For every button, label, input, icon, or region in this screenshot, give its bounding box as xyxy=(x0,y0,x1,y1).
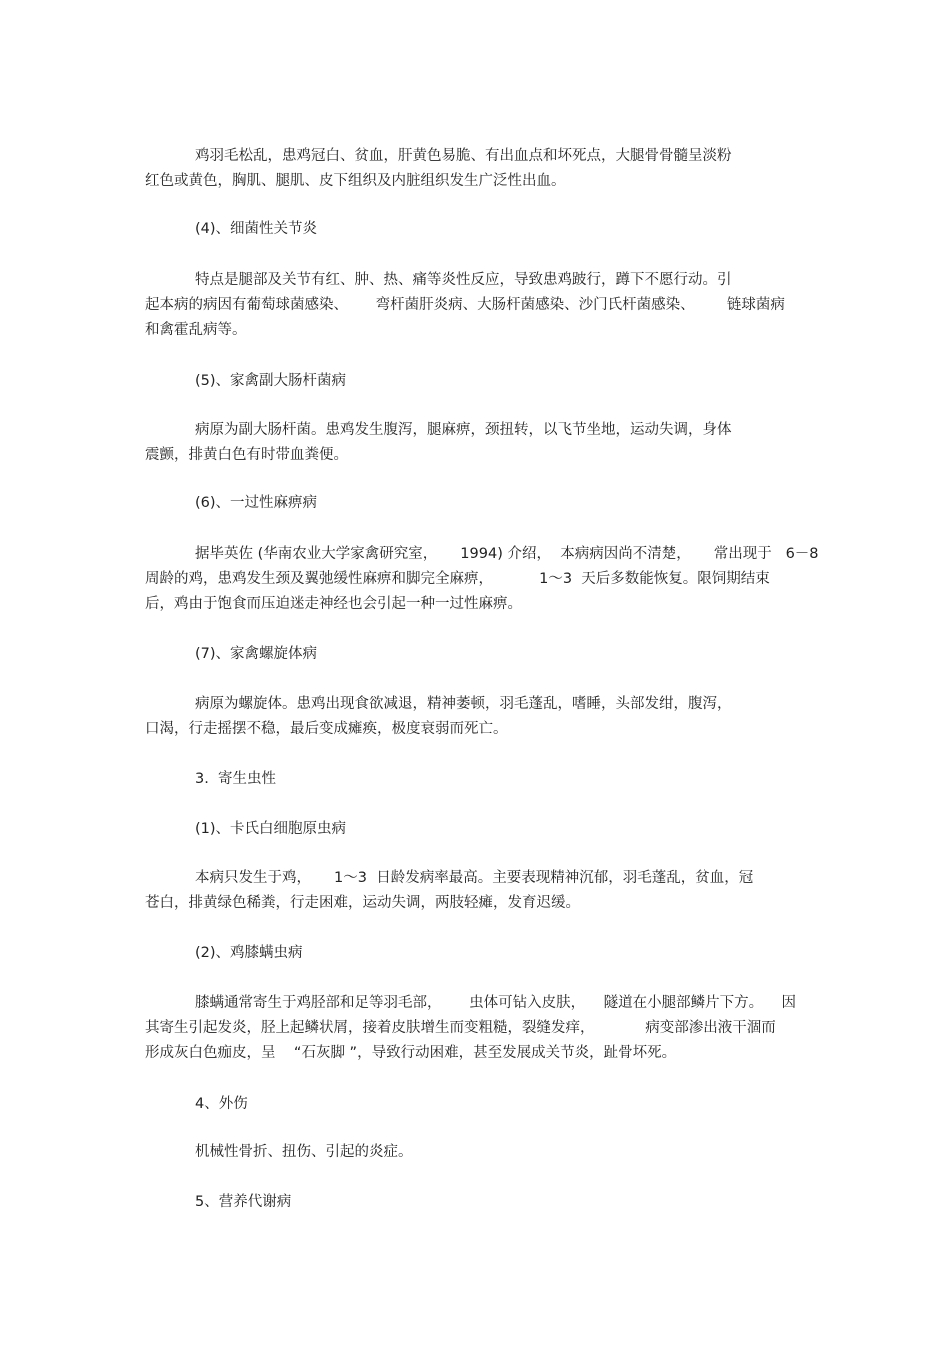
section-heading xyxy=(145,767,825,792)
text-line: 其寄生引起发炎，胫上起鳞状屑，接着皮肤增生而变粗糙，裂缝发痒， 病变部渗出液干涸而 xyxy=(145,1020,776,1036)
text-line: 本病只发生于鸡， 1～3 日龄发病率最高。主要表现精神沉郁，羽毛蓬乱，贫血，冠 xyxy=(195,870,754,886)
heading-text: 5、营养代谢病 xyxy=(195,1194,292,1210)
text-line: 病原为副大肠杆菌。患鸡发生腹泻，腿麻痹，颈扭转，以飞节坐地，运动失调，身体 xyxy=(195,422,732,438)
section-heading xyxy=(145,1190,825,1215)
heading-text: 4、外伤 xyxy=(195,1096,248,1112)
text-line: 鸡羽毛松乱，患鸡冠白、贫血，肝黄色易脆、有出血点和坏死点，大腿骨骨髓呈淡粉 xyxy=(195,148,732,164)
section-heading xyxy=(145,369,825,394)
section-heading xyxy=(145,642,825,667)
heading-text: 3. 寄生虫性 xyxy=(195,771,277,787)
heading-text: (5)、家禽副大肠杆菌病 xyxy=(195,373,347,389)
text-line: 特点是腿部及关节有红、肿、热、痛等炎性反应，导致患鸡跛行，蹲下不愿行动。引 xyxy=(195,272,732,288)
text-line: 病原为螺旋体。患鸡出现食欲减退，精神萎顿，羽毛蓬乱，嗜睡，头部发绀，腹泻， xyxy=(195,696,732,712)
paragraph xyxy=(145,1140,825,1165)
heading-text: (6)、一过性麻痹病 xyxy=(195,495,318,511)
paragraph xyxy=(145,268,825,343)
heading-text: (7)、家禽螺旋体病 xyxy=(195,646,318,662)
text-line: 周龄的鸡，患鸡发生颈及翼弛缓性麻痹和脚完全麻痹， 1～3 天后多数能恢复。限饲期结束 xyxy=(145,571,770,587)
section-heading xyxy=(145,817,825,842)
text-line: 形成灰白色痂皮，呈 “石灰脚 ”，导致行动困难，甚至发展成关节炎，趾骨坏死。 xyxy=(145,1045,677,1061)
paragraph xyxy=(145,418,825,468)
heading-text: (4)、细菌性关节炎 xyxy=(195,221,318,237)
text-line: 起本病的病因有葡萄球菌感染、 弯杆菌肝炎病、大肠杆菌感染、沙门氏杆菌感染、 链球菌病 xyxy=(145,297,785,313)
heading-text: (1)、卡氏白细胞原虫病 xyxy=(195,821,347,837)
section-heading xyxy=(145,217,825,242)
paragraph xyxy=(145,542,825,617)
section-heading xyxy=(145,1092,825,1117)
paragraph xyxy=(145,144,825,194)
heading-text: (2)、鸡膝螨虫病 xyxy=(195,945,303,961)
section-heading xyxy=(145,941,825,966)
text-line: 膝螨通常寄生于鸡胫部和足等羽毛部， 虫体可钻入皮肤， 隧道在小腿部鳞片下方。 因 xyxy=(195,995,797,1011)
text-line: 后，鸡由于饱食而压迫迷走神经也会引起一种一过性麻痹。 xyxy=(145,596,522,612)
text-line: 据毕英佐 (华南农业大学家禽研究室， 1994) 介绍， 本病病因尚不清楚， 常出现于 6－8 xyxy=(195,546,819,562)
paragraph xyxy=(145,692,825,742)
text-line: 和禽霍乱病等。 xyxy=(145,322,247,338)
text-line: 苍白，排黄绿色稀粪，行走困难，运动失调，两肢轻瘫，发育迟缓。 xyxy=(145,895,580,911)
text-line: 红色或黄色，胸肌、腿肌、皮下组织及内脏组织发生广泛性出血。 xyxy=(145,173,566,189)
text-line: 震颤，排黄白色有时带血粪便。 xyxy=(145,447,348,463)
paragraph xyxy=(145,991,825,1066)
paragraph xyxy=(145,866,825,916)
text-line: 口渴，行走摇摆不稳，最后变成瘫痪，极度衰弱而死亡。 xyxy=(145,721,508,737)
section-heading xyxy=(145,491,825,516)
text-line: 机械性骨折、扭伤、引起的炎症。 xyxy=(195,1144,413,1160)
